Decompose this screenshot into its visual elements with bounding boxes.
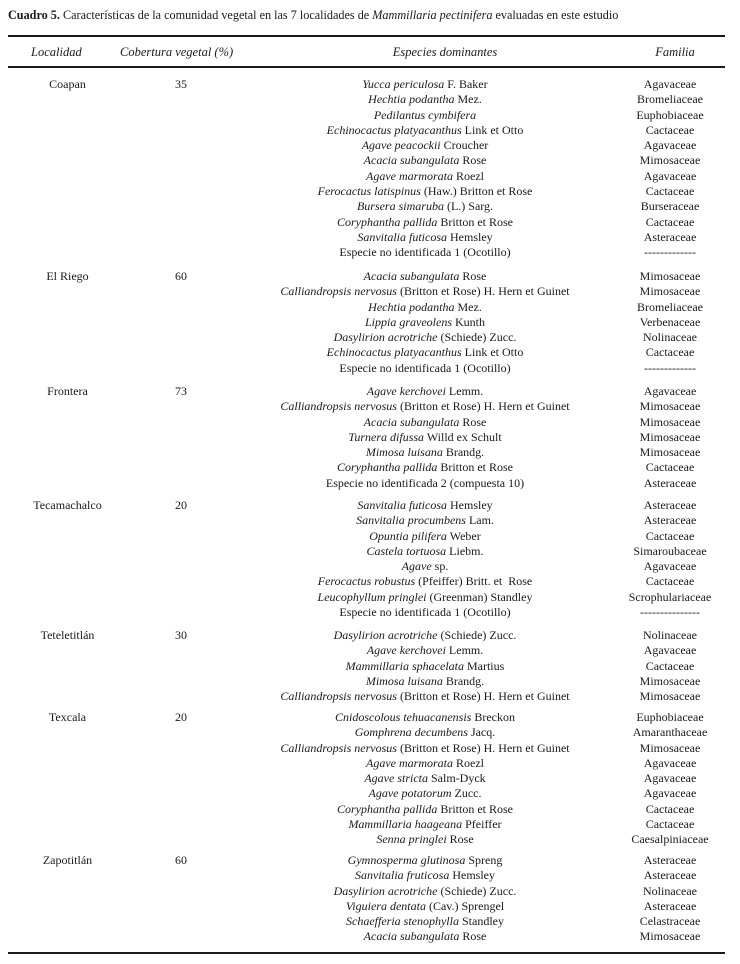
familia-cell: Asteraceae bbox=[643, 229, 697, 244]
species-cell bbox=[220, 868, 630, 883]
table-row bbox=[0, 914, 740, 929]
species-name: Agave peacockii bbox=[361, 138, 441, 153]
familia-cell: Agavaceae bbox=[643, 77, 697, 91]
species-author: Rose bbox=[446, 832, 474, 847]
species-name: Sanvitalia futicosa bbox=[357, 498, 447, 512]
familia-cell: --------------- bbox=[640, 605, 700, 620]
familia-cell: Mimosaceae bbox=[639, 929, 701, 944]
table-row bbox=[0, 269, 740, 284]
table-row bbox=[0, 756, 740, 771]
species-author: (Schiede) Zucc. bbox=[437, 628, 517, 642]
table-row bbox=[0, 169, 740, 184]
familia-cell: Cactaceae bbox=[645, 528, 695, 543]
species-cell bbox=[220, 330, 630, 345]
table-row bbox=[0, 123, 740, 138]
species-author: Link et Otto bbox=[461, 345, 524, 360]
localidad-cell: Frontera bbox=[47, 384, 88, 398]
species-cell bbox=[220, 659, 630, 674]
species-cell bbox=[220, 153, 630, 168]
familia-cell: Asteraceae bbox=[643, 853, 697, 867]
species-cell bbox=[220, 169, 630, 184]
table-row bbox=[0, 230, 740, 245]
species-cell bbox=[220, 399, 630, 414]
species-name: Dasylirion acrotriche bbox=[333, 628, 438, 642]
species-name: Agave kerchovei bbox=[366, 643, 446, 658]
familia-cell: Cactaceae bbox=[645, 184, 695, 199]
species-name: Ferocactus robustus bbox=[317, 574, 416, 589]
table-row bbox=[0, 786, 740, 801]
localidad-cell: Coapan bbox=[49, 77, 86, 91]
table-row bbox=[0, 300, 740, 315]
species-author: sp. bbox=[431, 559, 449, 574]
familia-cell: Mimosaceae bbox=[639, 284, 701, 299]
species-cell bbox=[220, 771, 630, 786]
species-author: (Britton et Rose) H. Hern et Guinet bbox=[396, 284, 570, 299]
species-author: Especie no identificada 1 (Ocotillo) bbox=[339, 245, 511, 260]
species-cell bbox=[220, 123, 630, 138]
familia-cell: Mimosaceae bbox=[639, 740, 701, 755]
species-cell bbox=[220, 269, 630, 284]
species-cell bbox=[220, 802, 630, 817]
species-author: Lemm. bbox=[445, 384, 484, 398]
species-cell bbox=[220, 92, 630, 107]
species-name: Opuntia pilifera bbox=[369, 528, 447, 543]
species-cell bbox=[220, 215, 630, 230]
table-row bbox=[0, 559, 740, 574]
species-cell bbox=[220, 605, 630, 620]
table-row bbox=[0, 184, 740, 199]
species-name: Agave marmorata bbox=[366, 755, 453, 770]
species-cell bbox=[220, 430, 630, 445]
species-name: Agave potatorum bbox=[368, 786, 452, 801]
table-row bbox=[0, 330, 740, 345]
species-cell bbox=[220, 643, 630, 658]
familia-cell: ------------- bbox=[644, 245, 696, 260]
species-author: Salm-Dyck bbox=[428, 771, 486, 786]
familia-cell: Agavaceae bbox=[643, 643, 697, 658]
familia-cell: Bromeliaceae bbox=[637, 299, 703, 314]
localidad-cell: El Riego bbox=[46, 269, 89, 283]
table-row bbox=[0, 476, 740, 491]
species-cell bbox=[220, 445, 630, 460]
table-row bbox=[0, 802, 740, 817]
familia-cell: Nolinaceae bbox=[643, 330, 697, 345]
species-author: Standley bbox=[458, 914, 504, 929]
species-name: Coryphantha pallida bbox=[336, 214, 438, 229]
species-cell bbox=[220, 315, 630, 330]
table-row bbox=[0, 513, 740, 528]
species-cell bbox=[220, 384, 630, 399]
species-cell bbox=[220, 725, 630, 740]
species-author: Rose bbox=[459, 414, 487, 429]
species-author: Liebm. bbox=[446, 543, 484, 558]
cobertura-cell: 20 bbox=[175, 710, 187, 724]
familia-cell: Burseraceae bbox=[640, 199, 700, 214]
species-author: Rose bbox=[459, 929, 487, 944]
species-cell bbox=[220, 689, 630, 704]
table-row bbox=[0, 725, 740, 740]
species-cell bbox=[220, 628, 630, 643]
familia-cell: Mimosaceae bbox=[639, 445, 701, 460]
species-author: Rose bbox=[459, 153, 487, 168]
familia-cell: Cactaceae bbox=[645, 122, 695, 137]
header-rule bbox=[8, 66, 725, 68]
species-cell bbox=[220, 513, 630, 528]
species-cell bbox=[220, 498, 630, 513]
species-author: (Britton et Rose) H. Hern et Guinet bbox=[396, 740, 570, 755]
table-row bbox=[0, 741, 740, 756]
species-name: Hechtia podantha bbox=[368, 92, 455, 107]
species-cell bbox=[220, 460, 630, 475]
table-row bbox=[0, 138, 740, 153]
species-cell bbox=[220, 529, 630, 544]
table-row bbox=[0, 284, 740, 299]
localidad-cell: Zapotitlán bbox=[42, 853, 93, 867]
species-name: Sanvitalia procumbens bbox=[356, 513, 466, 528]
species-author: Zucc. bbox=[451, 786, 482, 801]
cobertura-cell: 20 bbox=[175, 498, 187, 512]
species-author: Hemsley bbox=[449, 868, 495, 883]
familia-cell: Agavaceae bbox=[643, 559, 697, 574]
table-row bbox=[0, 529, 740, 544]
species-cell bbox=[220, 574, 630, 589]
species-cell bbox=[220, 899, 630, 914]
caption-species: Mammillaria pectinifera bbox=[372, 8, 493, 22]
familia-cell: Agavaceae bbox=[643, 786, 697, 801]
species-name: Dasylirion acrotriche bbox=[333, 883, 438, 898]
familia-cell: Asteraceae bbox=[643, 868, 697, 883]
species-name: Calliandropsis nervosus bbox=[280, 399, 397, 414]
species-name: Calliandropsis nervosus bbox=[280, 284, 397, 299]
familia-cell: Mimosaceae bbox=[639, 429, 701, 444]
table-row bbox=[0, 832, 740, 847]
table-row bbox=[0, 605, 740, 620]
table-row bbox=[0, 345, 740, 360]
species-name: Coryphantha pallida bbox=[336, 801, 438, 816]
species-name: Agave bbox=[401, 559, 432, 574]
table-row bbox=[0, 315, 740, 330]
familia-cell: Nolinaceae bbox=[643, 628, 697, 642]
species-name: Echinocactus platyacanthus bbox=[326, 345, 462, 360]
caption-text-before: Características de la comunidad vegetal en las 7 localidades de bbox=[59, 8, 373, 22]
table-row bbox=[0, 643, 740, 658]
species-author: Hemsley bbox=[447, 498, 493, 512]
species-cell bbox=[220, 884, 630, 899]
familia-cell: Cactaceae bbox=[645, 801, 695, 816]
species-name: Agave marmorata bbox=[366, 168, 453, 183]
caption-text-after: evaluadas en este estudio bbox=[492, 8, 619, 22]
familia-cell: Asteraceae bbox=[643, 898, 697, 913]
table-row bbox=[0, 574, 740, 589]
familia-cell: Amaranthaceae bbox=[632, 725, 708, 740]
species-name: Senna pringlei bbox=[376, 832, 447, 847]
species-cell bbox=[220, 756, 630, 771]
species-name: Dasylirion acrotriche bbox=[333, 330, 438, 345]
species-name: Acacia subangulata bbox=[363, 153, 460, 168]
top-rule bbox=[8, 35, 725, 37]
species-name: Acacia subangulata bbox=[363, 414, 460, 429]
species-author: Mez. bbox=[454, 299, 482, 314]
table-row bbox=[0, 215, 740, 230]
species-author: (L.) Sarg. bbox=[443, 199, 494, 214]
species-name: Viguiera dentata bbox=[345, 898, 426, 913]
species-cell bbox=[220, 230, 630, 245]
species-name: Acacia subangulata bbox=[363, 269, 460, 283]
species-name: Agave kerchovei bbox=[366, 384, 446, 398]
familia-cell: Cactaceae bbox=[645, 214, 695, 229]
species-author: F. Baker bbox=[444, 77, 488, 91]
species-cell bbox=[220, 245, 630, 260]
species-name: Echinocactus platyacanthus bbox=[326, 122, 462, 137]
species-name: Leucophyllum pringlei bbox=[317, 589, 427, 604]
table-row bbox=[0, 199, 740, 214]
species-author: (Schiede) Zucc. bbox=[437, 883, 517, 898]
familia-cell: Verbenaceae bbox=[639, 314, 701, 329]
table-row bbox=[0, 108, 740, 123]
familia-cell: Caesalpiniaceae bbox=[631, 832, 709, 847]
species-author: Hemsley bbox=[447, 229, 493, 244]
species-name: Hechtia podantha bbox=[368, 299, 455, 314]
species-cell bbox=[220, 929, 630, 944]
species-name: Castela tortuosa bbox=[366, 543, 447, 558]
familia-cell: Euphobiaceae bbox=[636, 710, 704, 724]
species-name: Sanvitalia fruticosa bbox=[355, 868, 450, 883]
species-author: Mez. bbox=[454, 92, 482, 107]
species-cell bbox=[220, 300, 630, 315]
caption-label: Cuadro 5. bbox=[8, 8, 60, 22]
species-author: Croucher bbox=[440, 138, 489, 153]
species-author: Britton et Rose bbox=[437, 214, 513, 229]
table-row bbox=[0, 384, 740, 399]
table-row bbox=[0, 361, 740, 376]
localidad-cell: Tecamachalco bbox=[33, 498, 102, 512]
species-cell bbox=[220, 559, 630, 574]
species-author: (Greenman) Standley bbox=[426, 589, 533, 604]
species-author: Especie no identificada 1 (Ocotillo) bbox=[339, 605, 511, 620]
header-especies: Especies dominantes bbox=[392, 45, 498, 59]
localidad-cell: Texcala bbox=[48, 710, 87, 724]
table-row bbox=[0, 498, 740, 513]
species-cell bbox=[220, 741, 630, 756]
header-cobertura: Cobertura vegetal (%) bbox=[120, 45, 234, 59]
species-cell bbox=[220, 108, 630, 123]
species-cell bbox=[220, 199, 630, 214]
species-author: Britton et Rose bbox=[437, 460, 513, 475]
table-row bbox=[0, 590, 740, 605]
familia-cell: Cactaceae bbox=[645, 574, 695, 589]
species-name: Coryphantha pallida bbox=[336, 460, 438, 475]
familia-cell: Cactaceae bbox=[645, 658, 695, 673]
species-name: Mammillaria haageana bbox=[348, 817, 463, 832]
species-name: Turnera difussa bbox=[348, 429, 425, 444]
table-row bbox=[0, 415, 740, 430]
species-name: Cnidoscolous tehuacanensis bbox=[335, 710, 472, 724]
familia-cell: Simaroubaceae bbox=[633, 543, 707, 558]
familia-cell: Agavaceae bbox=[643, 384, 697, 398]
species-name: Bursera simaruba bbox=[356, 199, 444, 214]
familia-cell: Agavaceae bbox=[643, 138, 697, 153]
species-cell bbox=[220, 284, 630, 299]
cobertura-cell: 73 bbox=[175, 384, 187, 398]
species-author: Pfeiffer bbox=[462, 817, 502, 832]
species-author: Especie no identificada 1 (Ocotillo) bbox=[339, 360, 511, 375]
familia-cell: Agavaceae bbox=[643, 771, 697, 786]
table-row bbox=[0, 628, 740, 643]
species-name: Mammillaria sphacelata bbox=[345, 658, 464, 673]
species-author: Brandg. bbox=[442, 673, 485, 688]
table-row bbox=[0, 929, 740, 944]
species-author: Kunth bbox=[452, 314, 485, 329]
table-row bbox=[0, 817, 740, 832]
familia-cell: Mimosaceae bbox=[639, 689, 701, 704]
familia-cell: Mimosaceae bbox=[639, 269, 701, 283]
species-name: Gomphrena decumbens bbox=[354, 725, 468, 740]
species-cell bbox=[220, 853, 630, 868]
species-name: Sanvitalia futicosa bbox=[357, 229, 447, 244]
familia-cell: Mimosaceae bbox=[639, 414, 701, 429]
familia-cell: Mimosaceae bbox=[639, 153, 701, 168]
species-author: Lam. bbox=[465, 513, 494, 528]
species-author: Link et Otto bbox=[461, 122, 524, 137]
species-name: Mimosa luisana bbox=[365, 673, 443, 688]
species-cell bbox=[220, 345, 630, 360]
species-cell bbox=[220, 710, 630, 725]
species-author: Weber bbox=[446, 528, 481, 543]
species-cell bbox=[220, 786, 630, 801]
species-name: Yucca periculosa bbox=[362, 77, 445, 91]
species-cell bbox=[220, 914, 630, 929]
species-name: Schaefferia stenophylla bbox=[346, 914, 459, 929]
species-cell bbox=[220, 817, 630, 832]
familia-cell: Cactaceae bbox=[645, 460, 695, 475]
familia-cell: ------------- bbox=[644, 360, 696, 375]
familia-cell: Asteraceae bbox=[643, 498, 697, 512]
species-author: Willd ex Schult bbox=[424, 429, 502, 444]
table-caption bbox=[8, 7, 738, 23]
species-cell bbox=[220, 138, 630, 153]
species-cell bbox=[220, 361, 630, 376]
table-row bbox=[0, 853, 740, 868]
familia-cell: Celastraceae bbox=[639, 914, 701, 929]
species-cell bbox=[220, 476, 630, 491]
familia-cell: Nolinaceae bbox=[643, 883, 697, 898]
species-name: Acacia subangulata bbox=[363, 929, 460, 944]
table-row bbox=[0, 245, 740, 260]
species-name: Gymnosperma glutinosa bbox=[347, 853, 466, 867]
table-row bbox=[0, 659, 740, 674]
species-author: (Britton et Rose) H. Hern et Guinet bbox=[396, 689, 570, 704]
localidad-cell: Teteletitlán bbox=[40, 628, 95, 642]
familia-cell: Bromeliaceae bbox=[637, 92, 703, 107]
table-row bbox=[0, 92, 740, 107]
table-row bbox=[0, 77, 740, 92]
species-author: (Schiede) Zucc. bbox=[437, 330, 517, 345]
familia-cell: Euphobiaceae bbox=[636, 107, 704, 122]
table-row bbox=[0, 674, 740, 689]
header-localidad: Localidad bbox=[31, 45, 82, 59]
species-author: Breckon bbox=[471, 710, 515, 724]
familia-cell: Asteraceae bbox=[643, 475, 697, 490]
species-name: Agave stricta bbox=[364, 771, 428, 786]
table-row bbox=[0, 445, 740, 460]
table-row bbox=[0, 899, 740, 914]
species-name: Calliandropsis nervosus bbox=[280, 689, 397, 704]
species-author: Jacq. bbox=[467, 725, 496, 740]
species-cell bbox=[220, 590, 630, 605]
familia-cell: Agavaceae bbox=[643, 755, 697, 770]
species-author: (Britton et Rose) H. Hern et Guinet bbox=[396, 399, 570, 414]
species-author: Brandg. bbox=[442, 445, 485, 460]
species-cell bbox=[220, 77, 630, 92]
familia-cell: Mimosaceae bbox=[639, 399, 701, 414]
header-familia: Familia bbox=[655, 45, 695, 59]
familia-cell: Mimosaceae bbox=[639, 673, 701, 688]
species-cell bbox=[220, 544, 630, 559]
table-row bbox=[0, 868, 740, 883]
bottom-rule bbox=[8, 952, 725, 954]
table-row bbox=[0, 544, 740, 559]
table-row bbox=[0, 399, 740, 414]
species-author: Especie no identificada 2 (compuesta 10) bbox=[325, 475, 525, 490]
cobertura-cell: 60 bbox=[175, 853, 187, 867]
species-name: Calliandropsis nervosus bbox=[280, 740, 397, 755]
table-row bbox=[0, 689, 740, 704]
table-row bbox=[0, 430, 740, 445]
familia-cell: Asteraceae bbox=[643, 513, 697, 528]
familia-cell: Scrophulariaceae bbox=[628, 589, 712, 604]
species-cell bbox=[220, 184, 630, 199]
species-author: Roezl bbox=[453, 168, 484, 183]
table-row bbox=[0, 153, 740, 168]
species-cell bbox=[220, 832, 630, 847]
species-author: Lemm. bbox=[445, 643, 484, 658]
cobertura-cell: 30 bbox=[175, 628, 187, 642]
species-author: (Haw.) Britton et Rose bbox=[420, 184, 533, 199]
species-author: (Cav.) Sprengel bbox=[425, 898, 505, 913]
familia-cell: Cactaceae bbox=[645, 345, 695, 360]
familia-cell: Cactaceae bbox=[645, 817, 695, 832]
cobertura-cell: 35 bbox=[175, 77, 187, 91]
species-cell bbox=[220, 674, 630, 689]
species-author: Rose bbox=[459, 269, 487, 283]
table-row bbox=[0, 884, 740, 899]
species-cell bbox=[220, 415, 630, 430]
species-author: Roezl bbox=[453, 755, 484, 770]
species-author: Britton et Rose bbox=[437, 801, 513, 816]
cobertura-cell: 60 bbox=[175, 269, 187, 283]
species-author: Martius bbox=[463, 658, 505, 673]
familia-cell: Agavaceae bbox=[643, 168, 697, 183]
species-name: Pedilantus cymbifera bbox=[373, 107, 477, 122]
table-row bbox=[0, 771, 740, 786]
table-row bbox=[0, 460, 740, 475]
table-row bbox=[0, 710, 740, 725]
species-author: (Pfeiffer) Britt. et Rose bbox=[415, 574, 533, 589]
species-name: Lippia graveolens bbox=[365, 314, 452, 329]
species-name: Ferocactus latispinus bbox=[317, 184, 421, 199]
species-author: Spreng bbox=[465, 853, 503, 867]
species-name: Mimosa luisana bbox=[365, 445, 443, 460]
